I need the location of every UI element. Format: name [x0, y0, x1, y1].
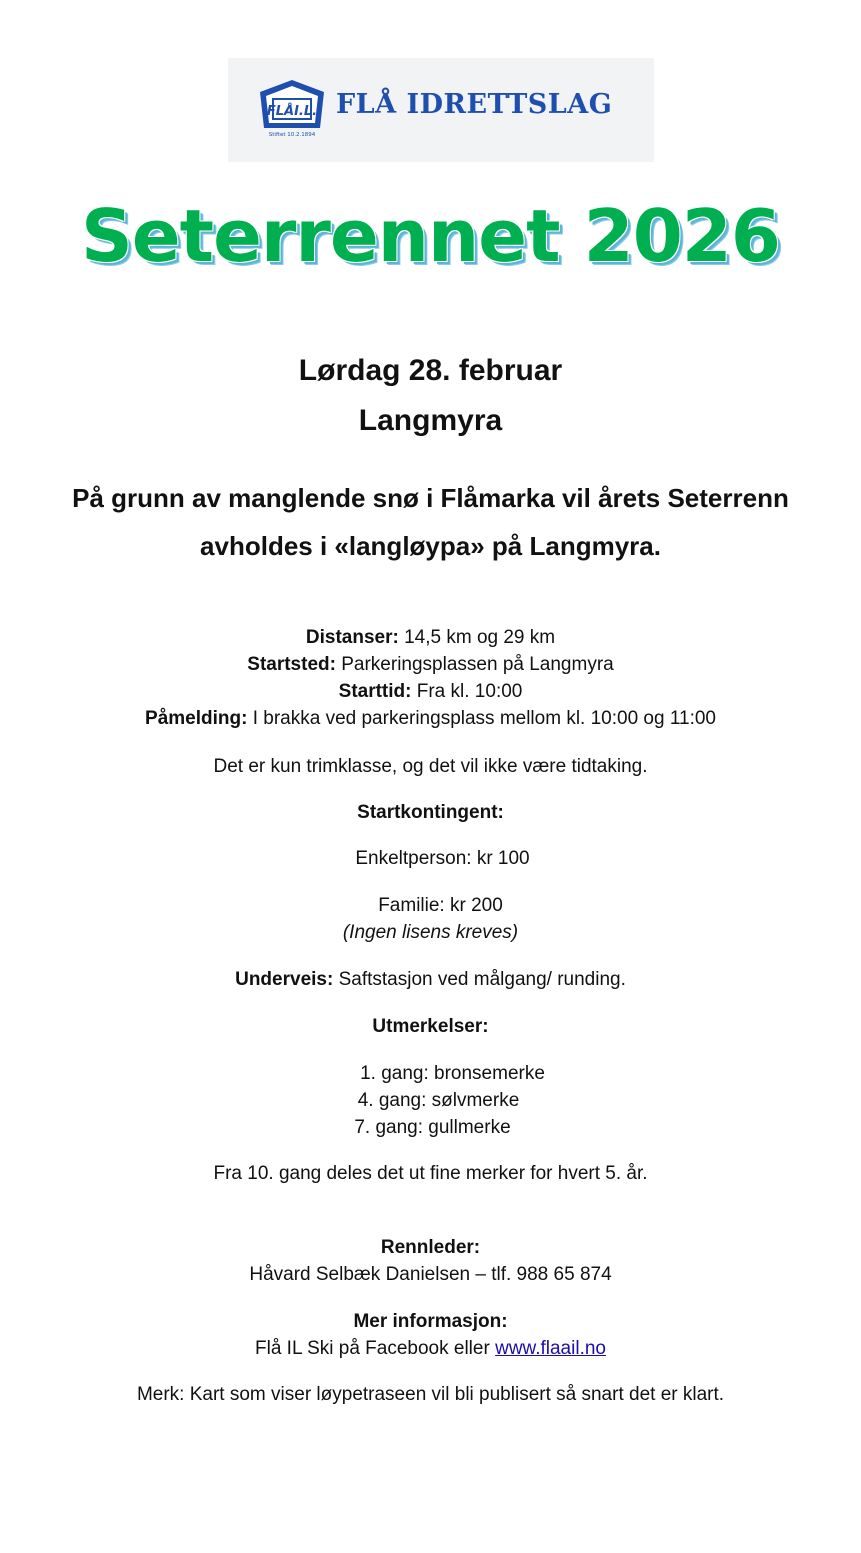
detail-label: Starttid:	[338, 681, 412, 702]
detail-label: Påmelding:	[145, 708, 248, 729]
snow-notice-line-2: avholdes i «langløypa» på Langmyra.	[200, 531, 661, 561]
award-item: 4. gang: sølvmerke	[357, 1090, 520, 1111]
event-location: Langmyra	[358, 404, 503, 437]
detail-value: 14,5 km og 29 km	[398, 627, 556, 648]
license-note: (Ingen lisens kreves)	[342, 922, 519, 943]
club-name: FLÅ IDRETTSLAG	[336, 89, 613, 120]
fees-heading	[0, 803, 861, 822]
awards-heading-text: Utmerkelser:	[372, 1016, 489, 1037]
awards-footer: Fra 10. gang deles det ut fine merker for hvert 5. år.	[213, 1163, 648, 1184]
more-info-heading-text: Mer informasjon:	[353, 1311, 508, 1332]
snow-notice	[30, 474, 831, 570]
detail-registration	[0, 709, 861, 728]
race-leader-heading-text: Rennleder:	[380, 1237, 481, 1258]
snow-notice-line-1: På grunn av manglende snø i Flåmarka vil årets Seterrenn	[72, 483, 789, 513]
fee-individual: Enkeltperson: kr 100	[355, 848, 530, 869]
fee-family: Familie: kr 200	[378, 895, 503, 916]
more-info-heading	[0, 1312, 861, 1331]
class-info: Det er kun trimklasse, og det vil ikke være tidtaking.	[213, 756, 648, 777]
fees-heading-text: Startkontingent:	[357, 802, 504, 823]
detail-label: Distanser:	[305, 627, 399, 648]
awards-heading	[0, 1017, 861, 1036]
svg-text:FLÅI.L.: FLÅI.L.	[266, 104, 318, 119]
event-title: Seterrennet 2026	[80, 194, 780, 278]
detail-start-location	[0, 655, 861, 674]
detail-label: Startsted:	[247, 654, 336, 675]
detail-value: Parkeringsplassen på Langmyra	[335, 654, 614, 675]
underway-info	[0, 970, 861, 989]
svg-text:Stiftet 10.2.1894: Stiftet 10.2.1894	[268, 132, 316, 138]
club-logo-banner	[228, 58, 654, 162]
award-item: 7. gang: gullmerke	[354, 1117, 511, 1138]
underway-value: Saftstasjon ved målgang/ runding.	[333, 969, 626, 990]
more-info-line	[0, 1339, 861, 1358]
detail-value: I brakka ved parkeringsplass mellom kl. 10:00 og 11:00	[247, 708, 716, 729]
more-info-text: Flå IL Ski på Facebook eller	[255, 1338, 496, 1359]
detail-value: Fra kl. 10:00	[411, 681, 523, 702]
club-emblem-icon	[256, 78, 328, 138]
detail-distances	[0, 628, 861, 647]
race-leader-contact: Håvard Selbæk Danielsen – tlf. 988 65 874	[249, 1264, 612, 1285]
award-item: 1. gang: bronsemerke	[360, 1063, 545, 1084]
underway-label: Underveis:	[235, 969, 334, 990]
map-note: Merk: Kart som viser løypetraseen vil bli publisert så snart det er klart.	[136, 1384, 725, 1405]
event-date: Lørdag 28. februar	[298, 354, 563, 387]
race-leader-heading	[0, 1238, 861, 1257]
detail-start-time	[0, 682, 861, 701]
website-link[interactable]: www.flaail.no	[495, 1338, 606, 1359]
